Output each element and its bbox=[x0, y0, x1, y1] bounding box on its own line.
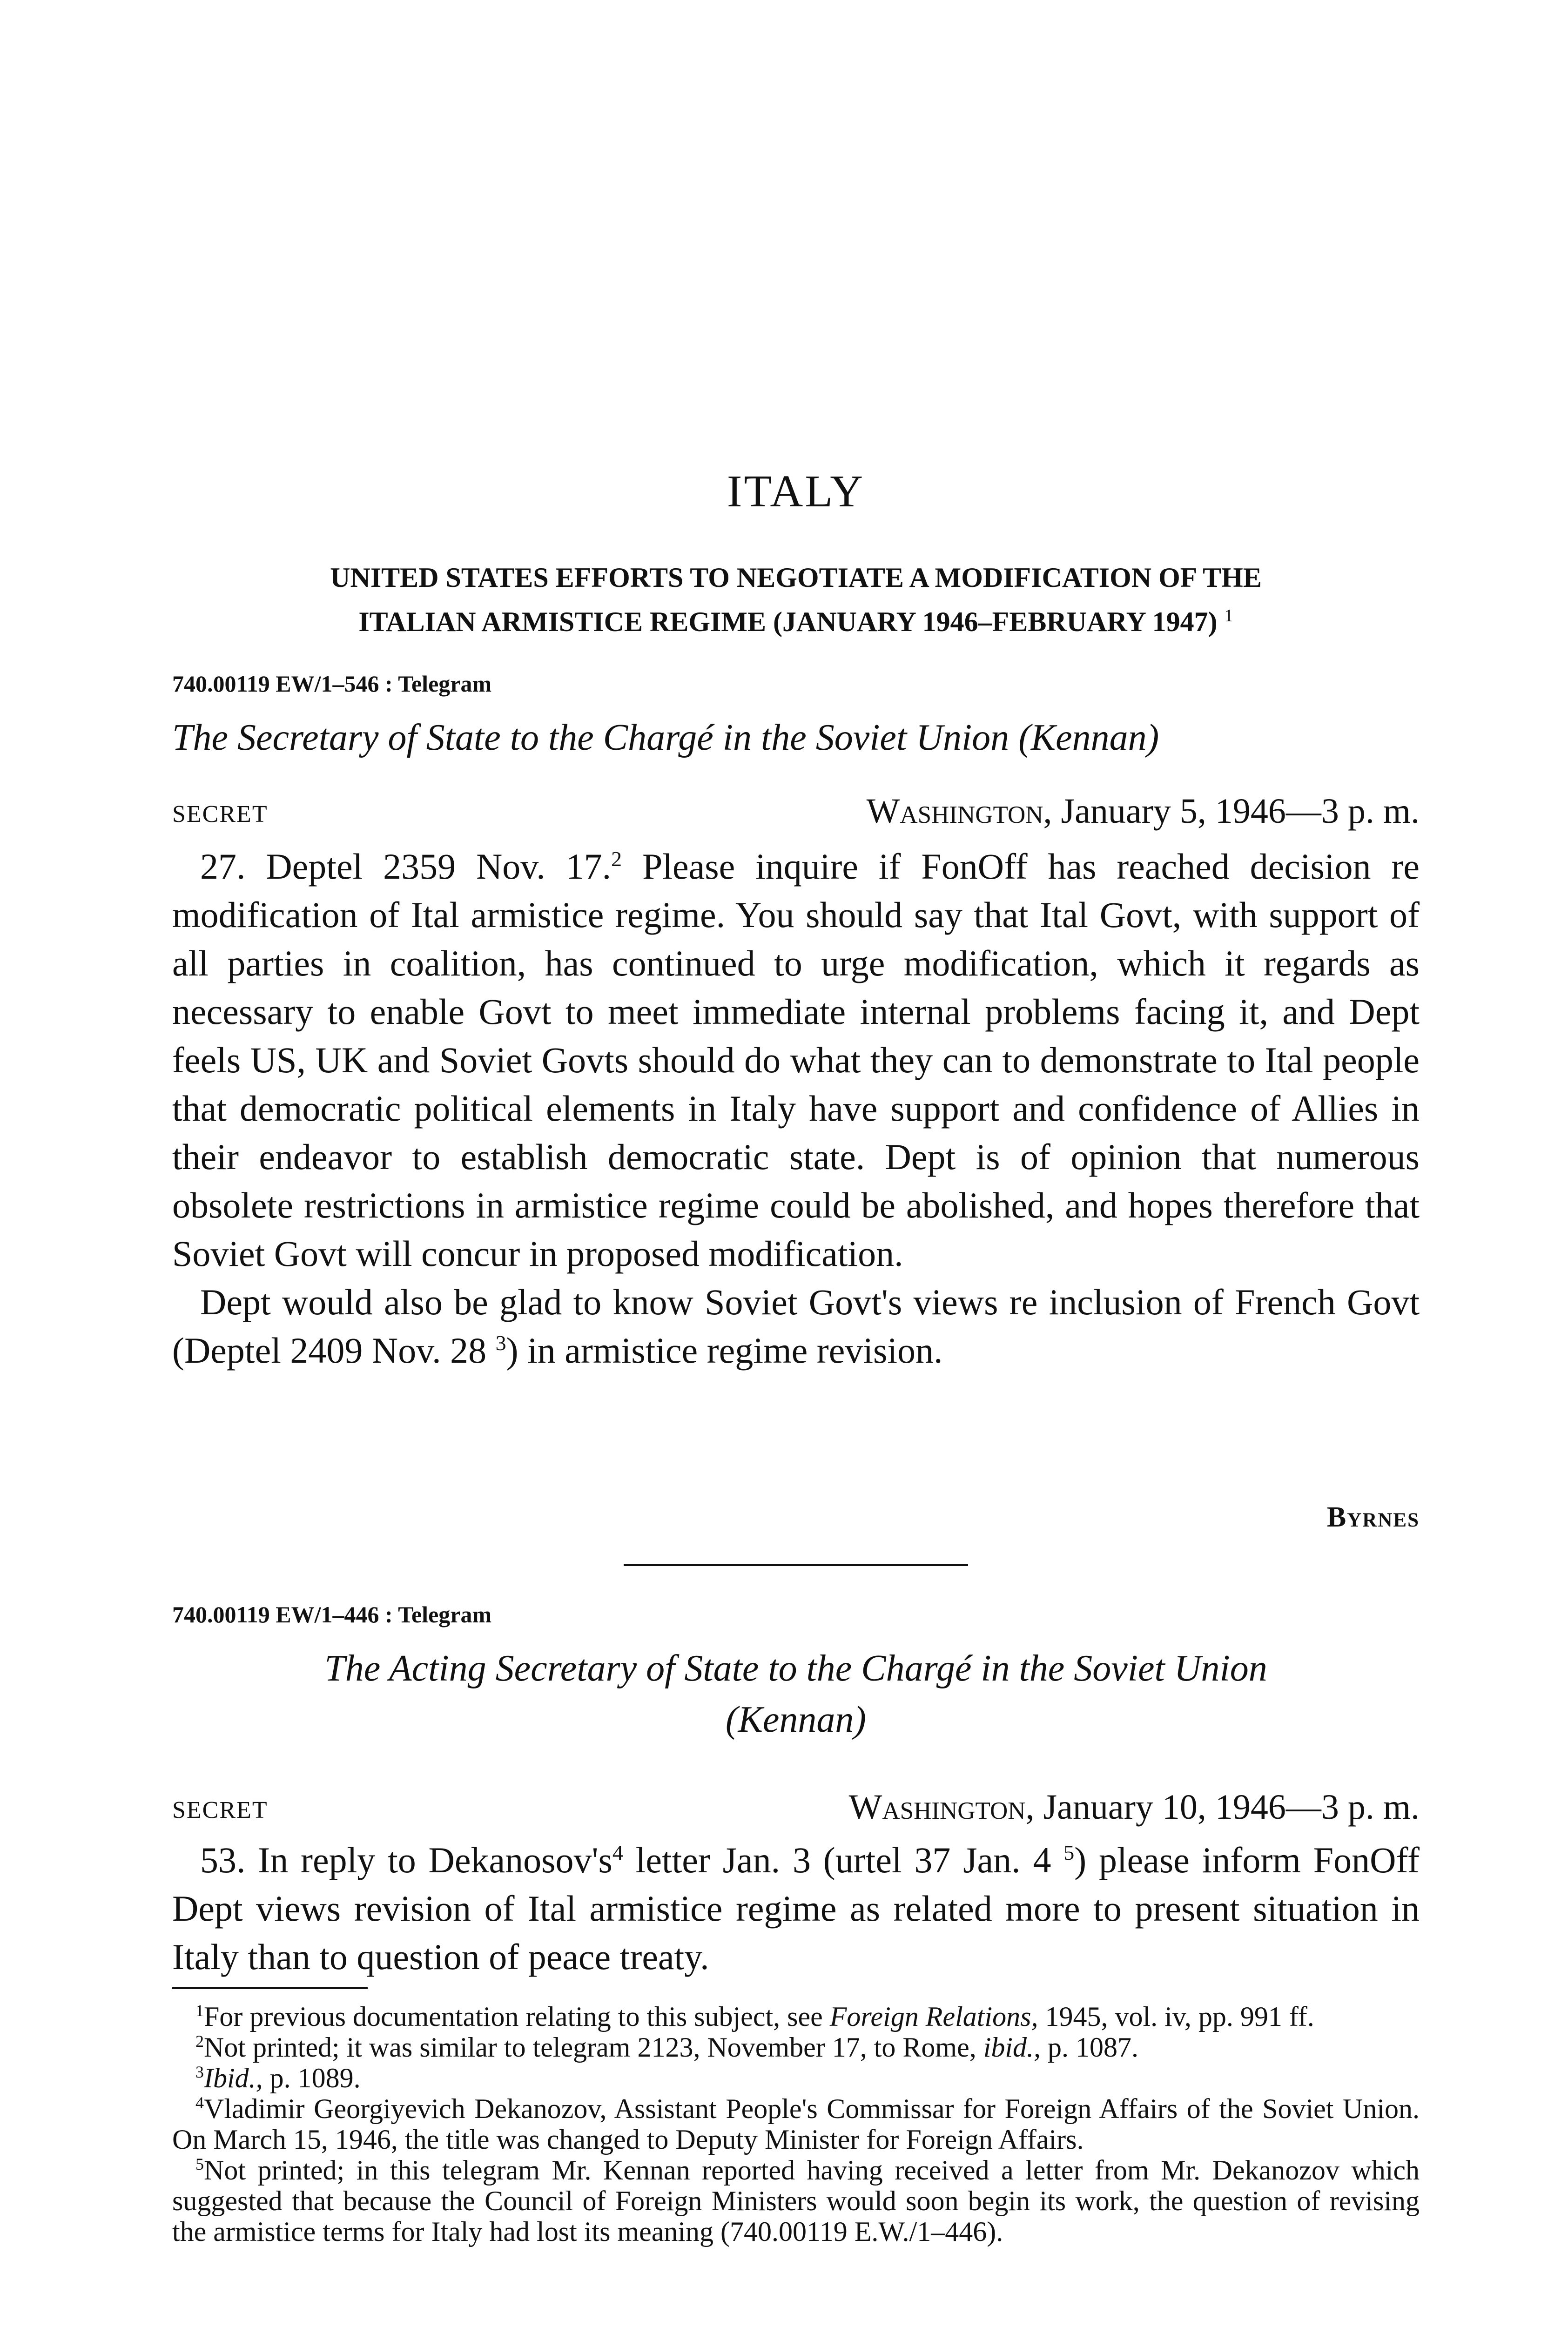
file-reference-2: 740.00119 EW/1–446 : Telegram bbox=[172, 1601, 492, 1628]
footnote-1: $^1$For previous documentation relating to this subject, see Foreign Relations, 1945, vol. iv, pp. 991 ff. bbox=[195, 2001, 1314, 2032]
chapter-title: ITALY bbox=[727, 466, 865, 517]
footnote-5: $^5$Not printed; in this telegram Mr. Kennan reported having received a letter from Mr. Dekanozov which suggested that because the Council of Foreign Ministers would soon begin its work, the question of revising the armistice terms for Italy had lost its meaning (740.00119 E.W./1–446). bbox=[172, 2155, 1420, 2247]
dateline-2: Washington, January 10, 1946—3 p. m. bbox=[848, 1788, 1420, 1827]
footnote-2: $^2$Not printed; it was similar to telegram 2123, November 17, to Rome, ibid., p. 1087. bbox=[195, 2032, 1139, 2063]
footnote-ref: 2 bbox=[611, 847, 622, 871]
document-page bbox=[172, 0, 1420, 2327]
footnote-4: $^4$Vladimir Georgiyevich Dekanozov, Assistant People's Commissar for Foreign Affairs of the Soviet Union. On March 15, 1946, the title was changed to Deputy Minister for Foreign Affairs. bbox=[172, 2093, 1420, 2155]
footnote-ref: 1 bbox=[1224, 606, 1233, 625]
paragraph: Dept would also be glad to know Soviet Govt's views re inclusion of French Govt (Deptel 2409 Nov. 28 $^3$) in armistice regime revision. bbox=[172, 1282, 1420, 1371]
classification-label-1: SECRET bbox=[172, 801, 268, 827]
footnotes bbox=[172, 2001, 1420, 2247]
file-reference-1: 740.00119 EW/1–546 : Telegram bbox=[172, 671, 492, 697]
telegram-body-1 bbox=[172, 842, 1420, 1375]
paragraph: 53. In reply to $Dekanosov's^4$ letter Jan. 3 (urtel 37 Jan. 4 $^5$) please inform FonOff Dept views revision of Ital armistice regime as related more to present situation in Italy than to question of peace treaty. bbox=[172, 1840, 1420, 1977]
classification-label-2: SECRET bbox=[172, 1797, 268, 1823]
document-heading-1: The Secretary of State to the Chargé in the Soviet Union (Kennan) bbox=[172, 717, 1159, 758]
section-title-line-2: ITALIAN ARMISTICE REGIME (JANUARY 1946–FEBRUARY 1947) $^1$ bbox=[358, 606, 1233, 637]
signature-1: Byrnes bbox=[1326, 1501, 1420, 1533]
dateline-1: Washington, January 5, 1946—3 p. m. bbox=[866, 792, 1420, 831]
paragraph: 27. Deptel 2359 Nov. 17.$^2$ Please inquire if FonOff has reached decision re modification of Ital armistice regime. You should say that Ital Govt, with support of all parties in coalition, has continued to urge modification, which it regards as necessary to enable Govt to meet immediate internal problems facing it, and Dept feels US, UK and Soviet Govts should do what they can to demonstrate to Ital people that democratic political elements in Italy have support and confidence of Allies in their endeavor to establish democratic state. Dept is of opinion that numerous obsolete restrictions in armistice regime could be abolished, and hopes therefore that Soviet Govt will concur in proposed modification. bbox=[172, 846, 1420, 1274]
section-title-line-1: UNITED STATES EFFORTS TO NEGOTIATE A MODIFICATION OF THE bbox=[330, 562, 1262, 593]
footnote-rule bbox=[172, 1987, 368, 1989]
telegram-body-2 bbox=[172, 1836, 1420, 1981]
document-heading-2: The Acting Secretary of State to the Chargé in the Soviet Union (Kennan) bbox=[324, 1648, 1267, 1740]
section-title bbox=[172, 558, 1420, 641]
footnote-ref: 5 bbox=[1063, 1841, 1075, 1864]
separator-rule bbox=[624, 1564, 968, 1566]
footnote-3: $^3$Ibid., p. 1089. bbox=[195, 2063, 361, 2093]
footnote-ref: 4 bbox=[612, 1841, 623, 1864]
footnote-ref: 3 bbox=[495, 1331, 506, 1355]
